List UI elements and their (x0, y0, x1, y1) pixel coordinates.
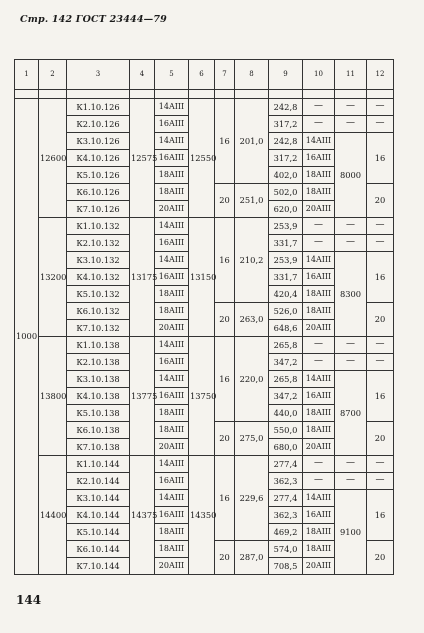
mark-cell: К1.10.138 (67, 337, 130, 354)
rebar-cell: 16AIII (303, 150, 335, 167)
mark-cell: К6.10.138 (67, 422, 130, 439)
table-row (15, 99, 394, 116)
rebar-cell: 14AIII (303, 490, 335, 507)
page-header: Стр. 142 ГОСТ 23444—79 (20, 14, 167, 25)
value-cell: 16 (215, 337, 235, 422)
dash-cell: — (367, 456, 394, 473)
spacer-row (15, 90, 394, 99)
value-cell: 20 (367, 541, 394, 575)
length-cell: 13775 (130, 337, 155, 456)
mark-cell: К3.10.144 (67, 490, 130, 507)
dash-cell: — (335, 337, 367, 354)
dash-cell: — (367, 337, 394, 354)
rebar-cell: 18AIII (155, 184, 189, 201)
column-number: 9 (269, 60, 303, 90)
mark-cell: К7.10.132 (67, 320, 130, 337)
table-row (15, 218, 394, 235)
rebar-cell: 18AIII (303, 167, 335, 184)
column-number: 11 (335, 60, 367, 90)
rebar-cell: 18AIII (303, 303, 335, 320)
column-number: 3 (67, 60, 130, 90)
rebar-cell: 18AIII (303, 184, 335, 201)
value-cell: 648,6 (269, 320, 303, 337)
rebar-cell: — (303, 354, 335, 371)
value-cell: 20 (367, 422, 394, 456)
rebar-cell: 20AIII (155, 320, 189, 337)
rebar-cell: 14AIII (155, 371, 189, 388)
rebar-cell: 14AIII (155, 252, 189, 269)
rebar-cell: 18AIII (303, 405, 335, 422)
length-cell: 12575 (130, 99, 155, 218)
value-cell: 469,2 (269, 524, 303, 541)
rebar-cell: 16AIII (155, 473, 189, 490)
value-cell: 20 (367, 303, 394, 337)
page-number: 144 (16, 593, 42, 607)
value-cell: 20 (215, 184, 235, 218)
value-cell: 287,0 (235, 541, 269, 575)
rebar-cell: 16AIII (155, 507, 189, 524)
value-cell: 20 (215, 303, 235, 337)
rebar-cell: 14AIII (155, 218, 189, 235)
dash-cell: — (367, 218, 394, 235)
value-cell: 242,8 (269, 133, 303, 150)
value-cell: 708,5 (269, 558, 303, 575)
rebar-cell: 16AIII (155, 116, 189, 133)
column-number: 12 (367, 60, 394, 90)
mark-cell: К2.10.144 (67, 473, 130, 490)
rebar-cell: 16AIII (303, 388, 335, 405)
length-cell: 14350 (189, 456, 215, 575)
value-cell: 16 (215, 218, 235, 303)
value-cell: 362,3 (269, 507, 303, 524)
value-cell: 253,9 (269, 218, 303, 235)
dash-cell: — (335, 218, 367, 235)
rebar-cell: 16AIII (155, 388, 189, 405)
table-row (15, 337, 394, 354)
value-cell: 20 (215, 422, 235, 456)
rebar-cell: 16AIII (155, 354, 189, 371)
value-cell: 420,4 (269, 286, 303, 303)
column-number: 5 (155, 60, 189, 90)
value-cell: 277,4 (269, 456, 303, 473)
mark-cell: К4.10.144 (67, 507, 130, 524)
value-cell: 680,0 (269, 439, 303, 456)
rebar-cell: 14AIII (303, 371, 335, 388)
column-number: 8 (235, 60, 269, 90)
rebar-cell: 20AIII (155, 201, 189, 218)
mark-cell: К6.10.132 (67, 303, 130, 320)
rebar-cell: 20AIII (303, 320, 335, 337)
diameter-cell: 1000 (15, 99, 39, 575)
rebar-cell: — (303, 218, 335, 235)
value-cell: 317,2 (269, 116, 303, 133)
rebar-cell: 14AIII (155, 99, 189, 116)
value-cell: 16 (367, 490, 394, 541)
value-cell: 253,9 (269, 252, 303, 269)
mark-cell: К1.10.126 (67, 99, 130, 116)
mark-cell: К3.10.126 (67, 133, 130, 150)
table-row (15, 456, 394, 473)
rebar-cell: 18AIII (155, 303, 189, 320)
rebar-cell: 18AIII (303, 422, 335, 439)
length-cell: 13750 (189, 337, 215, 456)
length-cell: 13150 (189, 218, 215, 337)
rebar-cell: 20AIII (303, 201, 335, 218)
rebar-cell: 18AIII (155, 422, 189, 439)
mark-cell: К4.10.138 (67, 388, 130, 405)
mark-cell: К4.10.126 (67, 150, 130, 167)
rebar-cell: 16AIII (303, 507, 335, 524)
rebar-cell: 16AIII (303, 269, 335, 286)
value-cell: 8000 (335, 133, 367, 218)
length-cell: 12550 (189, 99, 215, 218)
value-cell: 317,2 (269, 150, 303, 167)
value-cell: 620,0 (269, 201, 303, 218)
value-cell: 20 (215, 541, 235, 575)
rebar-cell: — (303, 116, 335, 133)
value-cell: 16 (215, 99, 235, 184)
value-cell: 8300 (335, 252, 367, 337)
value-cell: 16 (367, 371, 394, 422)
value-cell: 263,0 (235, 303, 269, 337)
mark-cell: К7.10.126 (67, 201, 130, 218)
mark-cell: К3.10.132 (67, 252, 130, 269)
rebar-cell: 18AIII (303, 541, 335, 558)
rebar-cell: — (303, 337, 335, 354)
rebar-cell: — (303, 473, 335, 490)
rebar-cell: — (303, 456, 335, 473)
rebar-cell: 20AIII (155, 558, 189, 575)
spacer-cell (15, 90, 39, 99)
mark-cell: К3.10.138 (67, 371, 130, 388)
dash-cell: — (335, 456, 367, 473)
value-cell: 275,0 (235, 422, 269, 456)
length-cell: 14400 (39, 456, 67, 575)
dash-cell: — (335, 235, 367, 252)
column-number: 7 (215, 60, 235, 90)
rebar-cell: 16AIII (155, 150, 189, 167)
rebar-cell: 14AIII (155, 490, 189, 507)
value-cell: 8700 (335, 371, 367, 456)
dash-cell: — (367, 473, 394, 490)
value-cell: 331,7 (269, 235, 303, 252)
mark-cell: К1.10.132 (67, 218, 130, 235)
value-cell: 331,7 (269, 269, 303, 286)
length-cell: 13200 (39, 218, 67, 337)
rebar-cell: 20AIII (155, 439, 189, 456)
length-cell: 13175 (130, 218, 155, 337)
value-cell: 16 (367, 252, 394, 303)
mark-cell: К1.10.144 (67, 456, 130, 473)
mark-cell: К2.10.132 (67, 235, 130, 252)
dash-cell: — (367, 116, 394, 133)
mark-cell: К5.10.138 (67, 405, 130, 422)
mark-cell: К6.10.144 (67, 541, 130, 558)
value-cell: 347,2 (269, 388, 303, 405)
value-cell: 402,0 (269, 167, 303, 184)
value-cell: 16 (367, 133, 394, 184)
length-cell: 14375 (130, 456, 155, 575)
mark-cell: К5.10.132 (67, 286, 130, 303)
dash-cell: — (367, 99, 394, 116)
rebar-cell: 14AIII (155, 337, 189, 354)
dash-cell: — (367, 354, 394, 371)
value-cell: 242,8 (269, 99, 303, 116)
value-cell: 20 (367, 184, 394, 218)
rebar-cell: 20AIII (303, 558, 335, 575)
value-cell: 502,0 (269, 184, 303, 201)
rebar-cell: 14AIII (155, 133, 189, 150)
value-cell: 277,4 (269, 490, 303, 507)
column-number: 4 (130, 60, 155, 90)
value-cell: 251,0 (235, 184, 269, 218)
value-cell: 526,0 (269, 303, 303, 320)
value-cell: 550,0 (269, 422, 303, 439)
table-body (15, 90, 394, 575)
value-cell: 265,8 (269, 371, 303, 388)
rebar-cell: 18AIII (155, 541, 189, 558)
rebar-cell: 16AIII (155, 235, 189, 252)
value-cell: 440,0 (269, 405, 303, 422)
rebar-cell: 18AIII (155, 405, 189, 422)
value-cell: 201,0 (235, 99, 269, 184)
mark-cell: К2.10.138 (67, 354, 130, 371)
rebar-cell: 14AIII (303, 133, 335, 150)
value-cell: 229,6 (235, 456, 269, 541)
rebar-cell: 14AIII (303, 252, 335, 269)
rebar-cell: — (303, 99, 335, 116)
mark-cell: К4.10.132 (67, 269, 130, 286)
mark-cell: К7.10.144 (67, 558, 130, 575)
column-number-row (15, 60, 394, 90)
rebar-cell: 18AIII (303, 286, 335, 303)
mark-cell: К6.10.126 (67, 184, 130, 201)
length-cell: 12600 (39, 99, 67, 218)
value-cell: 574,0 (269, 541, 303, 558)
rebar-cell: 14AIII (155, 456, 189, 473)
spec-table (14, 59, 394, 575)
column-number: 10 (303, 60, 335, 90)
column-number: 6 (189, 60, 215, 90)
mark-cell: К5.10.144 (67, 524, 130, 541)
mark-cell: К5.10.126 (67, 167, 130, 184)
rebar-cell: 16AIII (155, 269, 189, 286)
rebar-cell: 18AIII (155, 524, 189, 541)
dash-cell: — (335, 354, 367, 371)
dash-cell: — (367, 235, 394, 252)
value-cell: 362,3 (269, 473, 303, 490)
rebar-cell: 18AIII (155, 167, 189, 184)
rebar-cell: 18AIII (303, 524, 335, 541)
value-cell: 265,8 (269, 337, 303, 354)
rebar-cell: 20AIII (303, 439, 335, 456)
value-cell: 347,2 (269, 354, 303, 371)
value-cell: 210,2 (235, 218, 269, 303)
rebar-cell: — (303, 235, 335, 252)
length-cell: 13800 (39, 337, 67, 456)
value-cell: 16 (215, 456, 235, 541)
value-cell: 9100 (335, 490, 367, 575)
rebar-cell: 18AIII (155, 286, 189, 303)
value-cell: 220,0 (235, 337, 269, 422)
mark-cell: К7.10.138 (67, 439, 130, 456)
dash-cell: — (335, 473, 367, 490)
mark-cell: К2.10.126 (67, 116, 130, 133)
dash-cell: — (335, 116, 367, 133)
column-number: 1 (15, 60, 39, 90)
column-number: 2 (39, 60, 67, 90)
dash-cell: — (335, 99, 367, 116)
